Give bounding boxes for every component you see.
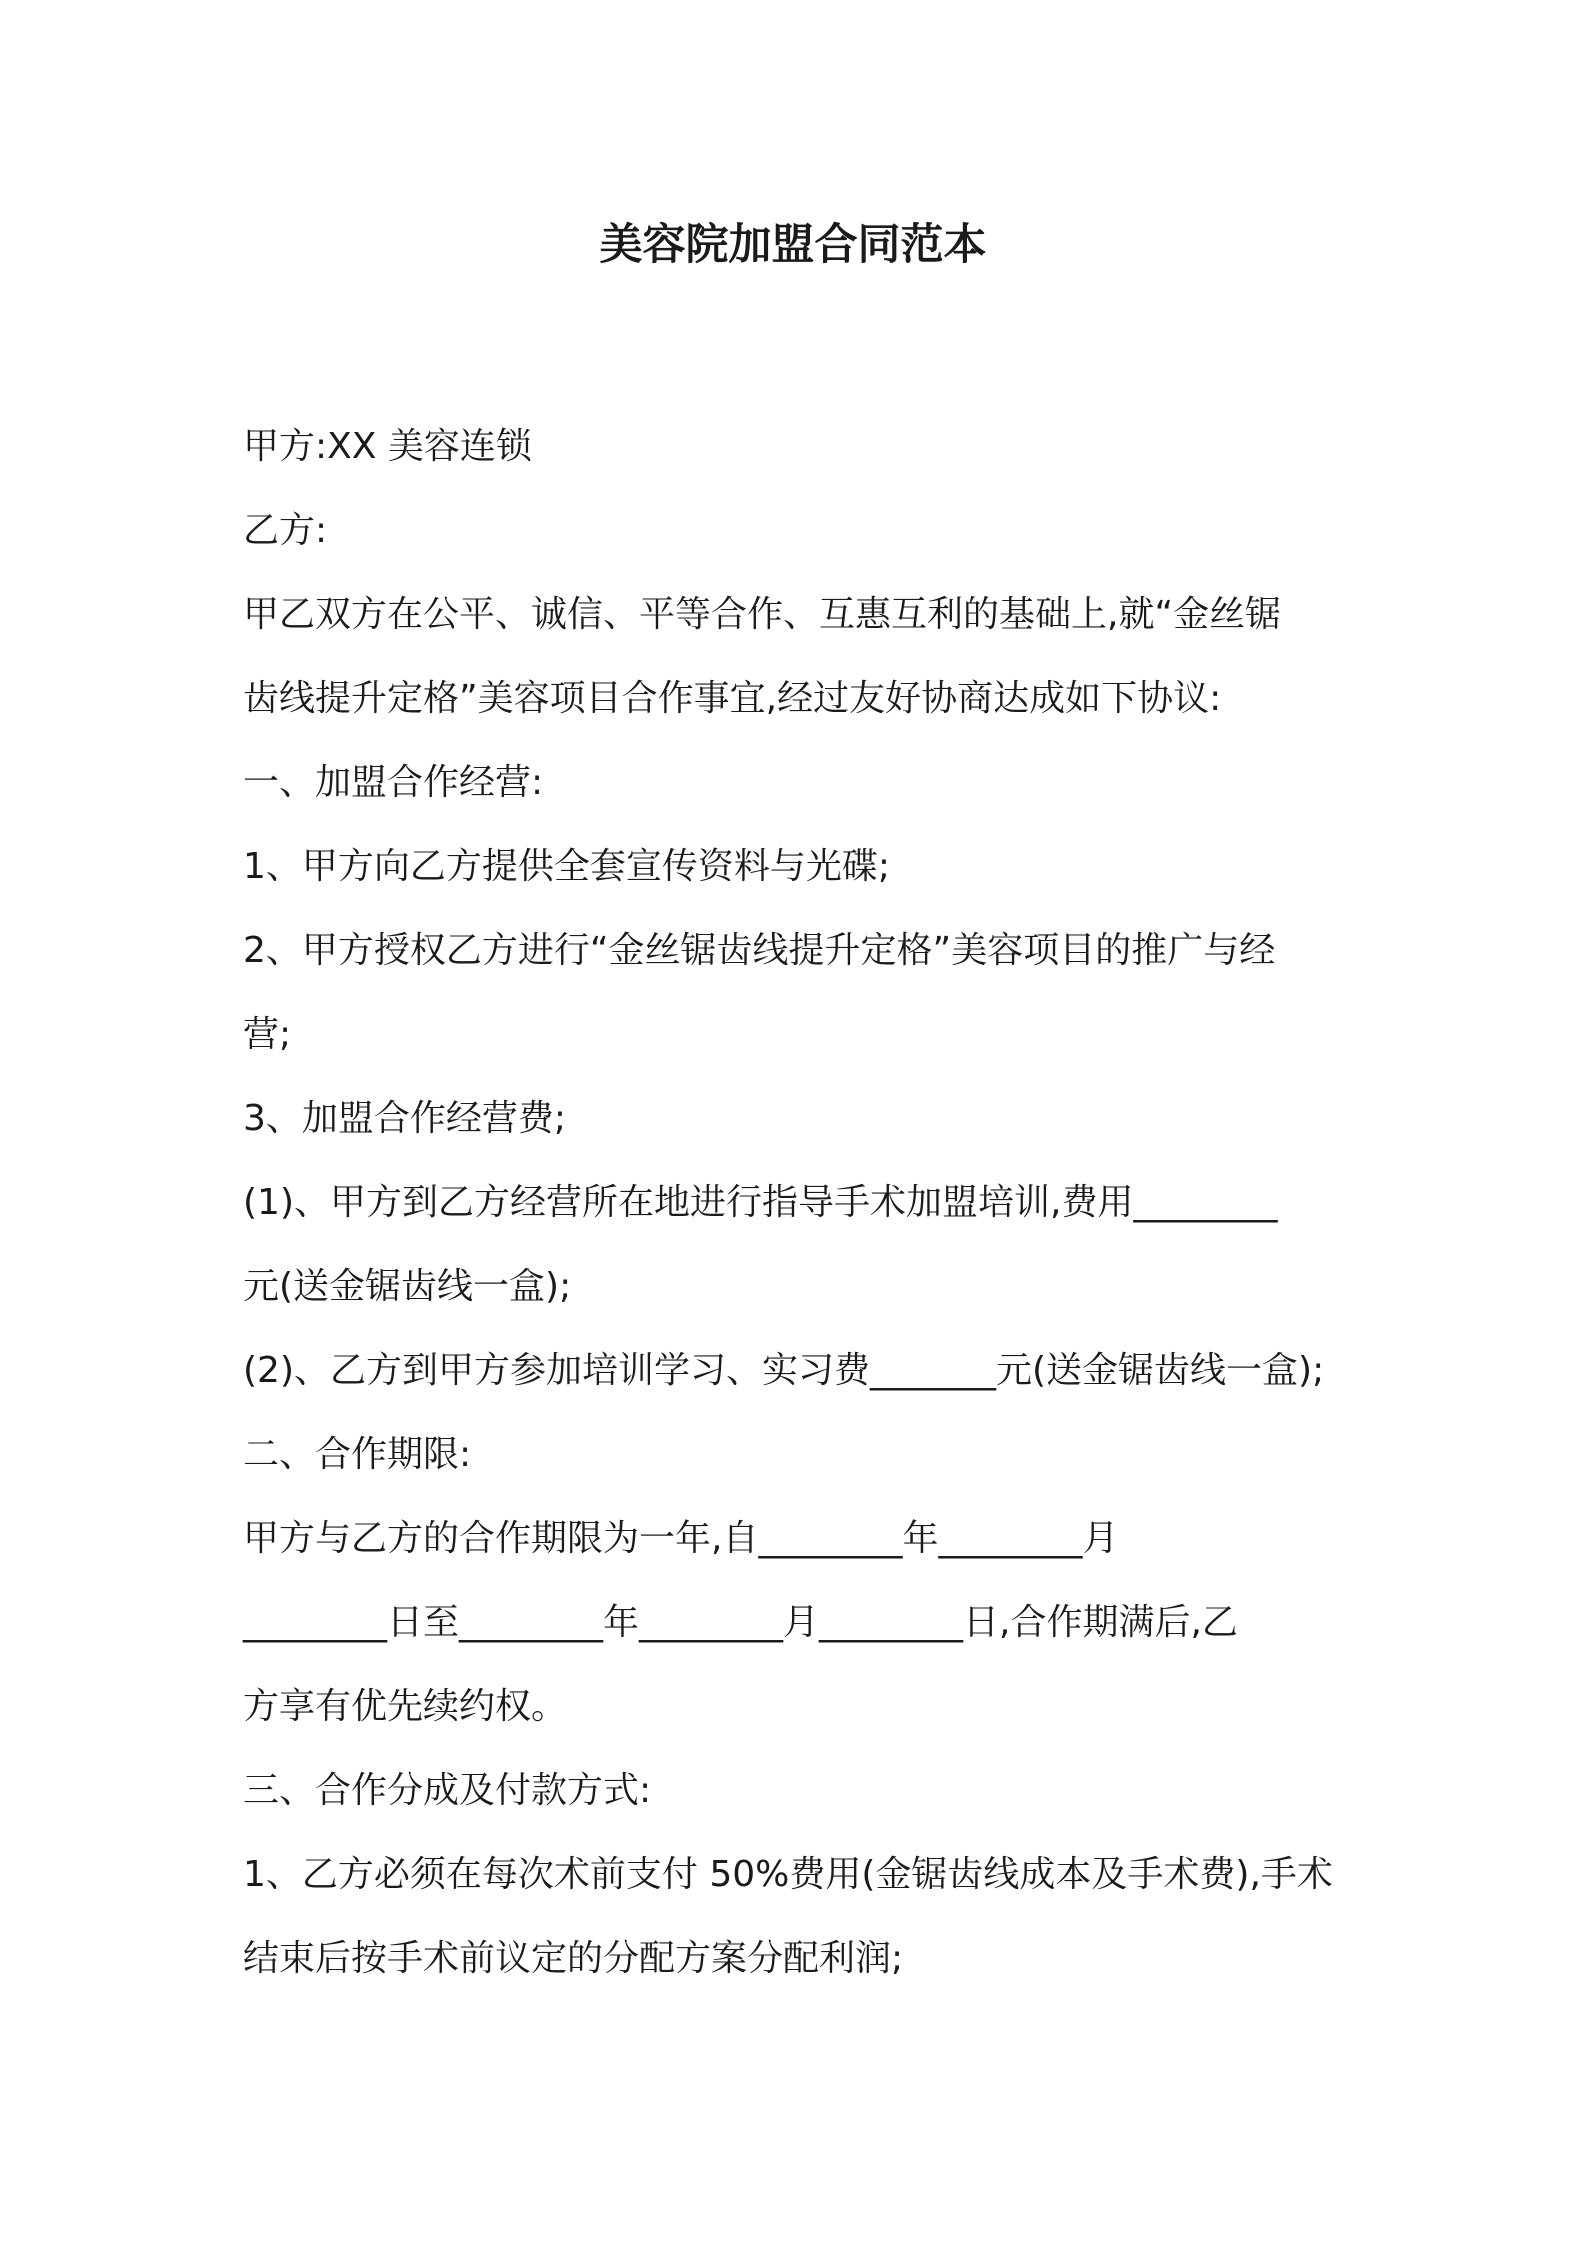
clause-3-1-line-2: 结束后按手术前议定的分配方案分配利润; — [243, 1938, 904, 1979]
clause-1-2-line-2: 营; — [243, 1014, 292, 1055]
section-2-heading: 二、合作期限: — [243, 1434, 472, 1475]
clause-1-3-1-line-2: 元(送金锯齿线一盒); — [243, 1266, 572, 1307]
term-line-2: ________日至________年________月________日,合作期满后,乙 — [243, 1602, 1238, 1643]
document-title: 美容院加盟合同范本 — [599, 220, 987, 270]
preamble-line-2: 齿线提升定格”美容项目合作事宜,经过友好协商达成如下协议: — [243, 678, 1222, 719]
contract-body — [243, 405, 1363, 2001]
clause-3-1-line-1: 1、乙方必须在每次术前支付 50%费用(金锯齿线成本及手术费),手术 — [243, 1854, 1333, 1895]
term-line-3: 方享有优先续约权。 — [243, 1686, 568, 1727]
preamble-line-1: 甲乙双方在公平、诚信、平等合作、互惠互利的基础上,就“金丝锯 — [243, 594, 1282, 635]
clause-1-3-1-line-1: (1)、甲方到乙方经营所在地进行指导手术加盟培训,费用________ — [243, 1182, 1278, 1223]
section-3-heading: 三、合作分成及付款方式: — [243, 1770, 652, 1811]
term-line-1: 甲方与乙方的合作期限为一年,自________年________月 — [243, 1518, 1119, 1559]
clause-1-2-line-1: 2、甲方授权乙方进行“金丝锯齿线提升定格”美容项目的推广与经 — [243, 930, 1276, 971]
clause-1-3: 3、加盟合作经营费; — [243, 1098, 567, 1139]
section-1-heading: 一、加盟合作经营: — [243, 762, 544, 803]
clause-1-3-2: (2)、乙方到甲方参加培训学习、实习费_______元(送金锯齿线一盒); — [243, 1350, 1325, 1391]
clause-1-1: 1、甲方向乙方提供全套宣传资料与光碟; — [243, 846, 891, 887]
party-a-line: 甲方:XX 美容连锁 — [243, 426, 532, 467]
party-b-line: 乙方: — [243, 510, 328, 551]
